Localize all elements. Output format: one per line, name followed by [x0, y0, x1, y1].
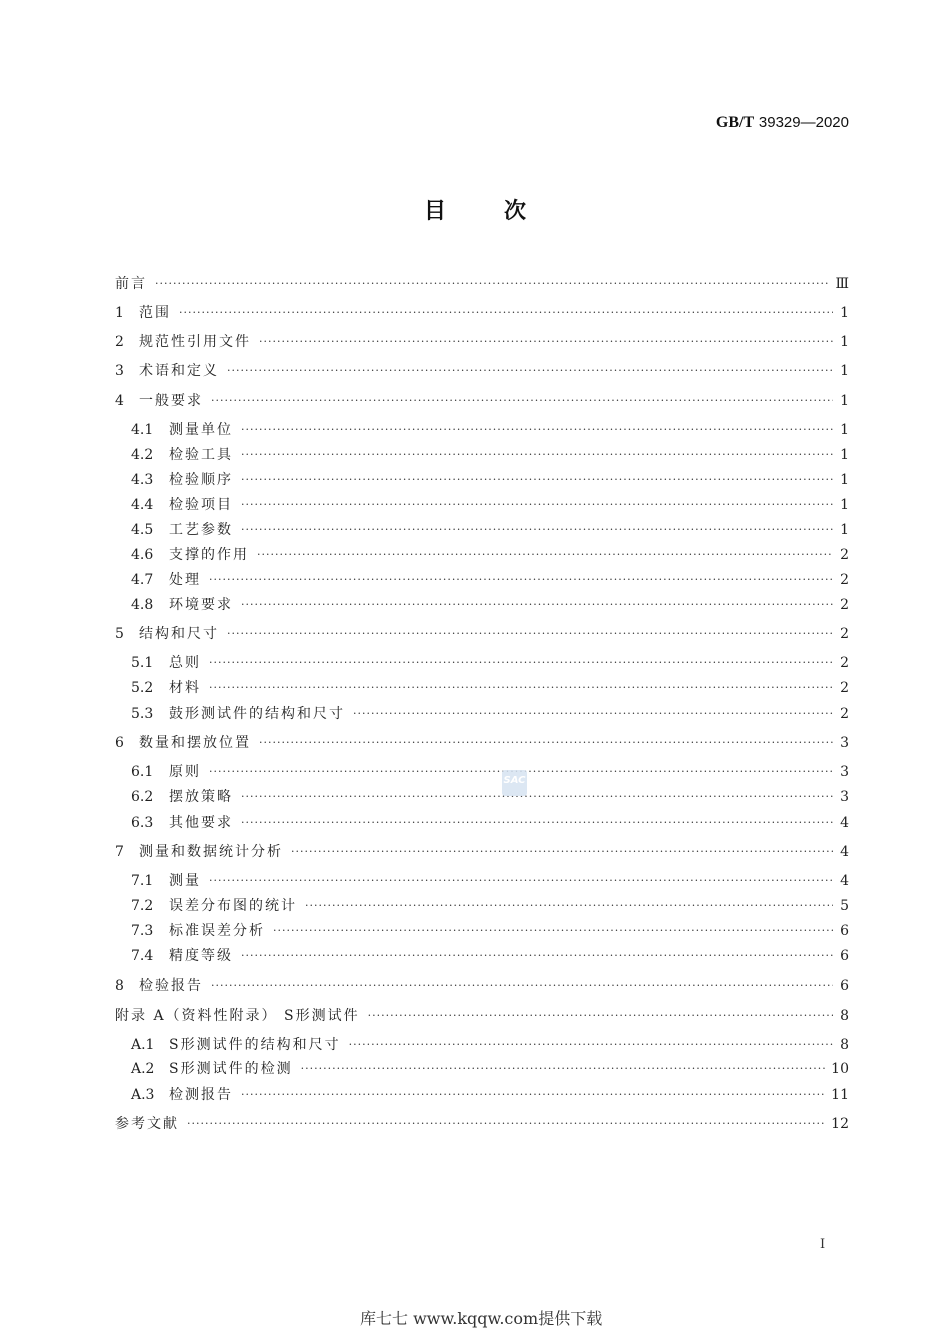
- dot-leader: [241, 445, 833, 465]
- toc-entry-page: 5: [840, 898, 849, 914]
- toc-entry[interactable]: [131, 1085, 849, 1105]
- toc-entry[interactable]: [115, 624, 849, 644]
- toc-entry-label: 精度等级: [169, 948, 233, 964]
- toc-entry[interactable]: [131, 1059, 849, 1079]
- toc-entry-number: 4.2: [131, 447, 154, 463]
- toc-entry-number: 5.2: [131, 680, 154, 696]
- toc-entry[interactable]: [131, 470, 849, 490]
- dot-leader: [211, 391, 833, 411]
- toc-entry-label: 测量和数据统计分析: [139, 844, 283, 860]
- sac-watermark: SAC: [502, 770, 527, 796]
- toc-entry-page: 1: [840, 522, 849, 538]
- dot-leader: [227, 361, 833, 381]
- toc-entry-label: 检验报告: [139, 978, 203, 994]
- toc-entry[interactable]: [131, 787, 849, 807]
- toc-entry-label: 参考文献: [115, 1116, 179, 1132]
- toc-entry-number: 7.2: [131, 898, 154, 914]
- toc-entry-number: 2: [115, 334, 124, 350]
- toc-entry-page: 2: [840, 547, 849, 563]
- toc-entry-number: 7.4: [131, 948, 154, 964]
- dot-leader: [259, 332, 833, 352]
- dot-leader: [305, 896, 833, 916]
- toc-entry-page: 1: [840, 422, 849, 438]
- toc-entry-number: A.1: [131, 1037, 155, 1053]
- toc-entry[interactable]: [131, 813, 849, 833]
- toc-entry-page: 3: [840, 764, 849, 780]
- toc-entry[interactable]: [131, 896, 849, 916]
- toc-entry-page: 1: [840, 334, 849, 350]
- toc-entry[interactable]: [131, 762, 849, 782]
- toc-entry-page: 6: [840, 948, 849, 964]
- toc-entry-label: 测量: [169, 873, 201, 889]
- toc-entry-page: 3: [840, 789, 849, 805]
- toc-entry-label: 附录 A（资料性附录） S形测试件: [115, 1008, 360, 1024]
- toc-entry-page: 1: [840, 472, 849, 488]
- toc-entry-number: A.3: [131, 1087, 155, 1103]
- toc-entry-number: 4.6: [131, 547, 154, 563]
- standard-prefix: GB/T: [715, 114, 755, 131]
- toc-entry-label: 处理: [169, 572, 201, 588]
- toc-entry-page: 8: [840, 1037, 849, 1053]
- toc-entry[interactable]: [131, 653, 849, 673]
- toc-entry-label: S形测试件的检测: [169, 1061, 293, 1077]
- toc-entry-label: 原则: [169, 764, 201, 780]
- toc-entry[interactable]: [131, 495, 849, 515]
- toc-entry-number: 4.3: [131, 472, 154, 488]
- toc-entry-label: 摆放策略: [169, 789, 233, 805]
- toc-entry[interactable]: [131, 871, 849, 891]
- toc-entry[interactable]: [115, 361, 849, 381]
- dot-leader: [349, 1035, 833, 1055]
- dot-leader: [259, 733, 833, 753]
- toc-entry-number: 6.1: [131, 764, 154, 780]
- toc-entry[interactable]: [115, 303, 849, 323]
- toc-entry-number: 4.1: [131, 422, 154, 438]
- dot-leader: [209, 570, 833, 590]
- toc-entry[interactable]: [131, 520, 849, 540]
- toc-entry-page: 6: [840, 923, 849, 939]
- toc-entry-label: 标准误差分析: [169, 923, 265, 939]
- toc-entry-label: 检验顺序: [169, 472, 233, 488]
- dot-leader: [257, 545, 833, 565]
- toc-entry-number: 8: [115, 978, 124, 994]
- toc-entry-page: 1: [840, 305, 849, 321]
- toc-entry-page: 6: [840, 978, 849, 994]
- toc-entry[interactable]: [115, 332, 849, 352]
- toc-entry-label: 材料: [169, 680, 201, 696]
- toc-entry[interactable]: [131, 678, 849, 698]
- toc-entry-label: 鼓形测试件的结构和尺寸: [169, 706, 345, 722]
- toc-entry-number: 7: [115, 844, 124, 860]
- toc-entry-label: 支撑的作用: [169, 547, 249, 563]
- toc-entry-label: 检测报告: [169, 1087, 233, 1103]
- dot-leader: [241, 420, 833, 440]
- toc-entry-page: 8: [840, 1008, 849, 1024]
- toc-entry-page: 1: [840, 447, 849, 463]
- toc-entry-label: 一般要求: [139, 393, 203, 409]
- toc-entry-label: 其他要求: [169, 815, 233, 831]
- toc-entry-label: 检验工具: [169, 447, 233, 463]
- dot-leader: [179, 303, 833, 323]
- toc-entry[interactable]: [131, 704, 849, 724]
- toc-entry[interactable]: [115, 976, 849, 996]
- toc-entry-number: A.2: [131, 1061, 155, 1077]
- toc-entry-number: 5: [115, 626, 124, 642]
- toc-entry-page: 3: [840, 735, 849, 751]
- toc-entry-number: 4.8: [131, 597, 154, 613]
- toc-entry[interactable]: [131, 570, 849, 590]
- page-number: I: [820, 1237, 826, 1252]
- page-title: 目次: [423, 199, 584, 224]
- toc-entry-label: 测量单位: [169, 422, 233, 438]
- toc-entry-label: 总则: [169, 655, 201, 671]
- toc-entry[interactable]: [131, 545, 849, 565]
- dot-leader: [155, 274, 829, 294]
- dot-leader: [241, 813, 833, 833]
- dot-leader: [291, 842, 833, 862]
- toc-entry-label: 误差分布图的统计: [169, 898, 297, 914]
- toc-entry-number: 3: [115, 363, 124, 379]
- toc-entry-page: 1: [840, 497, 849, 513]
- toc-entry-page: 2: [840, 626, 849, 642]
- dot-leader: [301, 1059, 826, 1079]
- toc-entry[interactable]: [115, 391, 849, 411]
- toc-entry-page: 2: [840, 655, 849, 671]
- toc-entry[interactable]: [131, 595, 849, 615]
- toc-entry-label: 检验项目: [169, 497, 233, 513]
- toc-entry[interactable]: [115, 1006, 849, 1026]
- dot-leader: [209, 678, 833, 698]
- dot-leader: [368, 1006, 833, 1026]
- dot-leader: [227, 624, 833, 644]
- standard-code: [716, 113, 849, 132]
- dot-leader: [241, 787, 833, 807]
- toc-entry-label: 环境要求: [169, 597, 233, 613]
- toc-entry-page: 1: [840, 393, 849, 409]
- dot-leader: [241, 1085, 825, 1105]
- toc-entry[interactable]: [131, 946, 849, 966]
- dot-leader: [211, 976, 833, 996]
- standard-number: 39329—2020: [758, 114, 849, 131]
- dot-leader: [209, 653, 833, 673]
- toc-entry-number: 6.3: [131, 815, 154, 831]
- toc-entry-page: 2: [840, 572, 849, 588]
- toc-entry[interactable]: [131, 420, 849, 440]
- toc-entry-number: 5.3: [131, 706, 154, 722]
- toc-entry-number: 4: [115, 393, 124, 409]
- toc-entry-label: 工艺参数: [169, 522, 233, 538]
- toc-entry-number: 7.3: [131, 923, 154, 939]
- toc-entry-page: 10: [831, 1061, 849, 1077]
- toc-entry-page: 11: [831, 1087, 849, 1103]
- toc-entry-number: 6: [115, 735, 124, 751]
- toc-entry-label: 前言: [115, 276, 147, 292]
- toc-entry[interactable]: [131, 921, 849, 941]
- toc-entry-label: 范围: [139, 305, 171, 321]
- dot-leader: [241, 495, 833, 515]
- toc-entry-number: 4.5: [131, 522, 154, 538]
- toc-entry-label: 规范性引用文件: [139, 334, 251, 350]
- toc-entry[interactable]: [115, 1114, 849, 1134]
- toc-entry-page: 2: [840, 706, 849, 722]
- toc-entry-label: S形测试件的结构和尺寸: [169, 1037, 341, 1053]
- toc-entry-page: 4: [840, 873, 849, 889]
- toc-entry-page: 12: [831, 1116, 849, 1132]
- dot-leader: [353, 704, 833, 724]
- dot-leader: [241, 946, 833, 966]
- dot-leader: [241, 595, 833, 615]
- toc-entry-page: 4: [840, 815, 849, 831]
- toc-entry-page: 1: [840, 363, 849, 379]
- toc-entry-label: 数量和摆放位置: [139, 735, 251, 751]
- toc-entry-label: 术语和定义: [139, 363, 219, 379]
- toc-entry[interactable]: [115, 274, 849, 294]
- toc-entry-number: 4.7: [131, 572, 154, 588]
- dot-leader: [241, 520, 833, 540]
- download-footer: 库七七 www.kqqw.com提供下载: [360, 1309, 603, 1328]
- dot-leader: [187, 1114, 825, 1134]
- dot-leader: [241, 470, 833, 490]
- toc-entry-page: 4: [840, 844, 849, 860]
- toc-entry-page: 2: [840, 597, 849, 613]
- toc-entry-number: 7.1: [131, 873, 154, 889]
- toc-entry[interactable]: [131, 445, 849, 465]
- toc-entry-number: 1: [115, 305, 124, 321]
- toc-entry-label: 结构和尺寸: [139, 626, 219, 642]
- dot-leader: [209, 871, 833, 891]
- toc-entry-number: 6.2: [131, 789, 154, 805]
- toc-entry-number: 5.1: [131, 655, 154, 671]
- toc-entry[interactable]: [115, 733, 849, 753]
- toc-entry-page: 2: [840, 680, 849, 696]
- toc-entry[interactable]: [131, 1035, 849, 1055]
- toc-entry-number: 4.4: [131, 497, 154, 513]
- toc-entry[interactable]: [115, 842, 849, 862]
- toc-entry-page: Ⅲ: [835, 276, 849, 292]
- dot-leader: [273, 921, 833, 941]
